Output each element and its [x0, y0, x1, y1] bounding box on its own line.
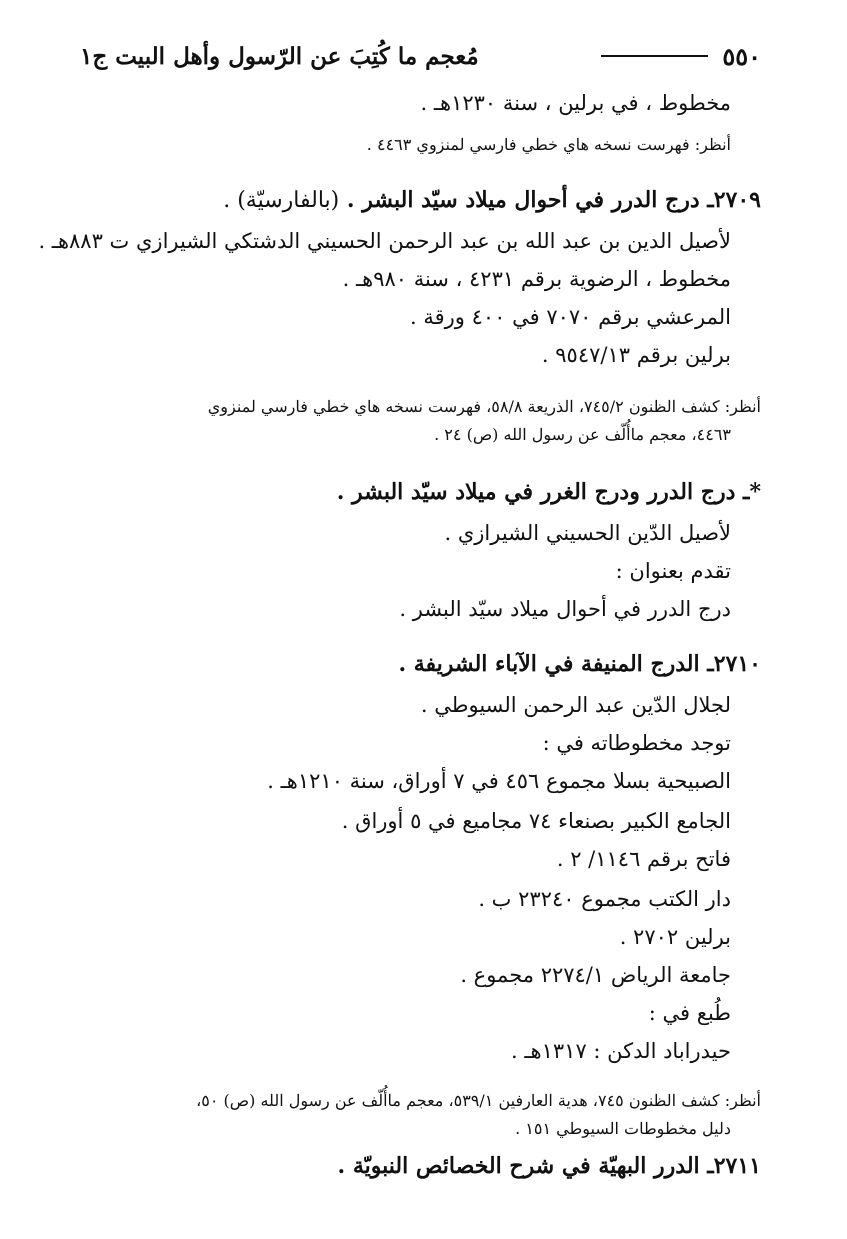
printed-line: حيدرا‌باد الدكن : ١٣١٧هـ . — [511, 1039, 731, 1063]
manuscript-line: برلين برقم ٩٥٤٧/١٣ . — [541, 343, 731, 367]
reference-line: ٤٤٦٣، معجم ماأُلّف عن رسول الله (ص) ٢٤ . — [434, 425, 731, 444]
manuscript-line: الجامع الكبير بصنعاء ٧٤ مجاميع في ٥ أوراق . — [341, 809, 731, 833]
entry-title: ٢٧٠٩ـ درج الدرر في أحوال ميلاد سيّد البشر . — [346, 187, 761, 213]
entry-heading-2709 — [223, 184, 761, 217]
page-number: ٥٥٠ — [722, 41, 761, 71]
reference-line: دليل مخطوطات السيوطي ١٥١ . — [515, 1119, 731, 1138]
reference-line: أنظر: كشف الظنون ٧٤٥/٢، الذريعة ٥٨/٨، فهرست نسخه هاي خطي فارسي لمنزوي — [207, 397, 761, 416]
manuscript-line: الصبيحية بسلا مجموع ٤٥٦ في ٧ أوراق، سنة ١٢١٠هـ . — [267, 769, 731, 793]
manuscript-line: مخطوط ، الرضوية برقم ٤٢٣١ ، سنة ٩٨٠هـ . — [342, 267, 731, 291]
author-line: لجلال الدّين عبد الرحمن السيوطي . — [420, 693, 731, 717]
entry-heading-2710: ٢٧١٠ـ الدرج المنيفة في الآباء الشريفة . — [398, 651, 761, 677]
see-label: تقدم بعنوان : — [615, 559, 731, 583]
author-line: لأصيل الدّين الحسيني الشيرازي . — [444, 521, 731, 545]
manuscripts-label: توجد مخطوطاته في : — [542, 731, 731, 755]
entry-language-note: (بالفارسيّة) . — [223, 188, 340, 213]
entry-heading-crossref: *ـ درج الدرر ودرج الغرر في ميلاد سيّد البشر . — [336, 479, 761, 505]
page-header — [80, 38, 761, 74]
reference-line: أنظر: كشف الظنون ٧٤٥، هدية العارفين ٥٣٩/١، معجم ماأُلّف عن رسول الله (ص) ٥٠، — [196, 1091, 761, 1110]
header-rule — [601, 55, 709, 57]
reference-line: أنظر: فهرست نسخه هاي خطي فارسي لمنزوي ٤٤٦٣ . — [366, 135, 731, 154]
printed-label: طُبع في : — [648, 1001, 731, 1025]
manuscript-line: جامعة الرياض ٢٢٧٤/١ مجموع . — [460, 963, 731, 987]
manuscript-line: المرعشي برقم ٧٠٧٠ في ٤٠٠ ورقة . — [409, 305, 731, 329]
running-title: مُعجم ما كُتِبَ عن الرّسول وأهل البيت ج١ — [80, 42, 479, 70]
author-line: لأصيل الدين بن عبد الله بن عبد الرحمن الحسيني الدشتكي الشيرازي ت ٨٨٣هـ . — [38, 229, 731, 253]
entry-heading-2711: ٢٧١١ـ الدرر البهيّة في شرح الخصائص النبويّة . — [337, 1153, 761, 1179]
manuscript-line: برلين ٢٧٠٢ . — [619, 925, 731, 949]
manuscript-line: مخطوط ، في برلين ، سنة ١٢٣٠هـ . — [420, 91, 731, 115]
manuscript-line: فاتح برقم ١١٤٦/ ٢ . — [556, 847, 731, 871]
see-title: درج الدرر في أحوال ميلاد سيّد البشر . — [399, 597, 731, 621]
manuscript-line: دار الكتب مجموع ٢٣٢٤٠ ب . — [478, 887, 731, 911]
